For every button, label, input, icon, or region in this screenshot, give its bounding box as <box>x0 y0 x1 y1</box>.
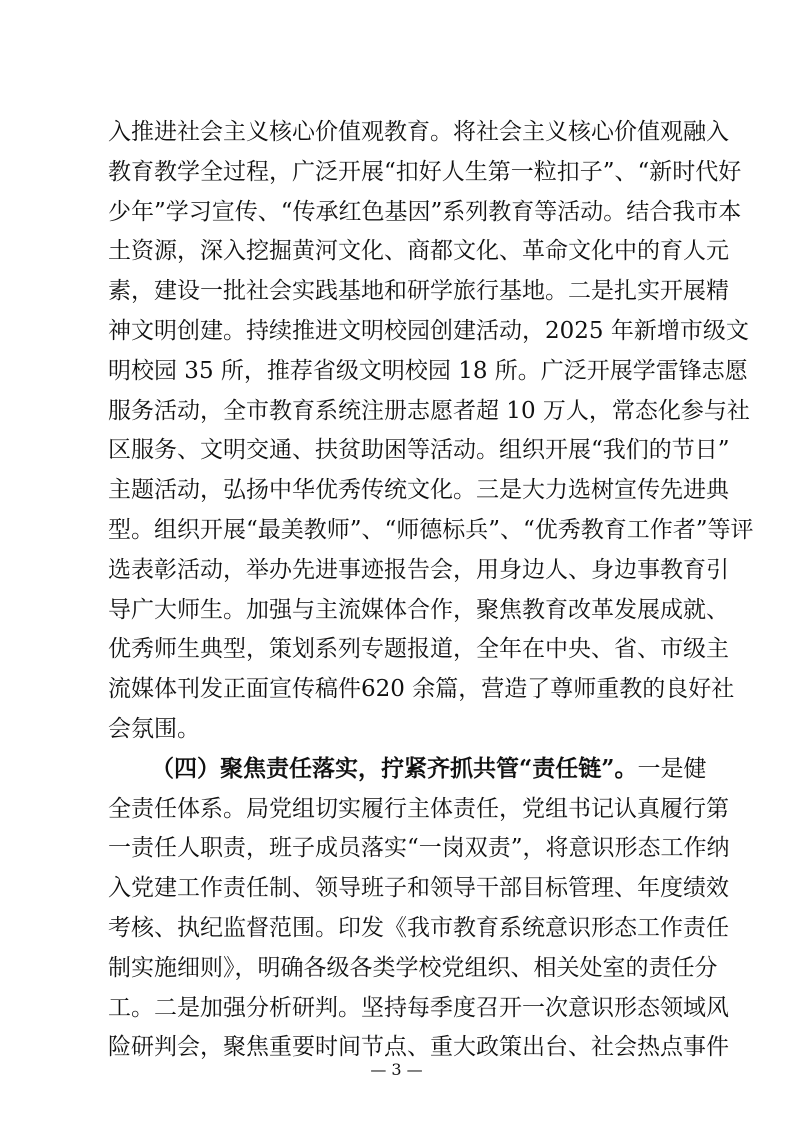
text-line: 流媒体刊发正面宣传稿件620 余篇，营造了尊师重教的良好社 <box>108 676 735 703</box>
section-heading: （四）聚焦责任落实，拧紧齐抓共管“责任链”。 <box>151 754 638 782</box>
text-line: 明校园 35 所，推荐省级文明校园 18 所。广泛开展学雷锋志愿 <box>108 357 748 384</box>
text-line: 险研判会，聚焦重要时间节点、重大政策出台、社会热点事件 <box>108 1034 729 1061</box>
text-line: 神文明创建。持续推进文明校园创建活动，2025 年新增市级文 <box>108 318 749 344</box>
text-line: 考核、执纪监督范围。印发《我市教育系统意识形态工作责任 <box>108 915 729 941</box>
text-line: 素，建设一批社会实践基地和研学旅行基地。二是扎实开展精 <box>108 278 729 305</box>
text-line: 服务活动，全市教育系统注册志愿者超 10 万人，常态化参与社 <box>108 397 750 424</box>
text-line: 入党建工作责任制、领导班子和领导干部目标管理、年度绩效 <box>108 875 729 902</box>
text-line: 教育教学全过程，广泛开展“扣好人生第一粒扣子”、“新时代好 <box>108 158 742 185</box>
text-line: 少年”学习宣传、“传承红色基因”系列教育等活动。结合我市本 <box>108 198 742 225</box>
text-line: 区服务、文明交通、扶贫助困等活动。组织开展“我们的节日” <box>108 437 730 464</box>
text-line: 型。组织开展“最美教师”、“师德标兵”、“优秀教育工作者”等评 <box>108 517 754 543</box>
text-line: 主题活动，弘扬中华优秀传统文化。三是大力选树宣传先进典 <box>108 477 729 504</box>
text-line <box>151 749 707 789</box>
text-line: 土资源，深入挖掘黄河文化、商都文化、革命文化中的育人元 <box>108 238 729 265</box>
text-line: 制实施细则》，明确各级各类学校党组织、相关处室的责任分 <box>108 954 718 981</box>
text-line: 工。二是加强分析研判。坚持每季度召开一次意识形态领域风 <box>108 994 729 1021</box>
text-line: 一责任人职责，班子成员落实“一岗双责”，将意识形态工作纳 <box>108 835 730 862</box>
text-line: 优秀师生典型，策划系列专题报道，全年在中央、省、市级主 <box>108 636 729 663</box>
text-span: 一是健 <box>637 755 707 782</box>
page-number: — 3 — <box>370 1060 423 1079</box>
text-line: 选表彰活动，举办先进事迹报告会，用身边人、身边事教育引 <box>108 556 729 583</box>
text-line: 全责任体系。局党组切实履行主体责任，党组书记认真履行第 <box>108 795 729 822</box>
text-line: 会氛围。 <box>108 716 200 742</box>
text-line: 导广大师生。加强与主流媒体合作，聚焦教育改革发展成就、 <box>108 596 729 623</box>
text-line: 入推进社会主义核心价值观教育。将社会主义核心价值观融入 <box>108 119 729 145</box>
